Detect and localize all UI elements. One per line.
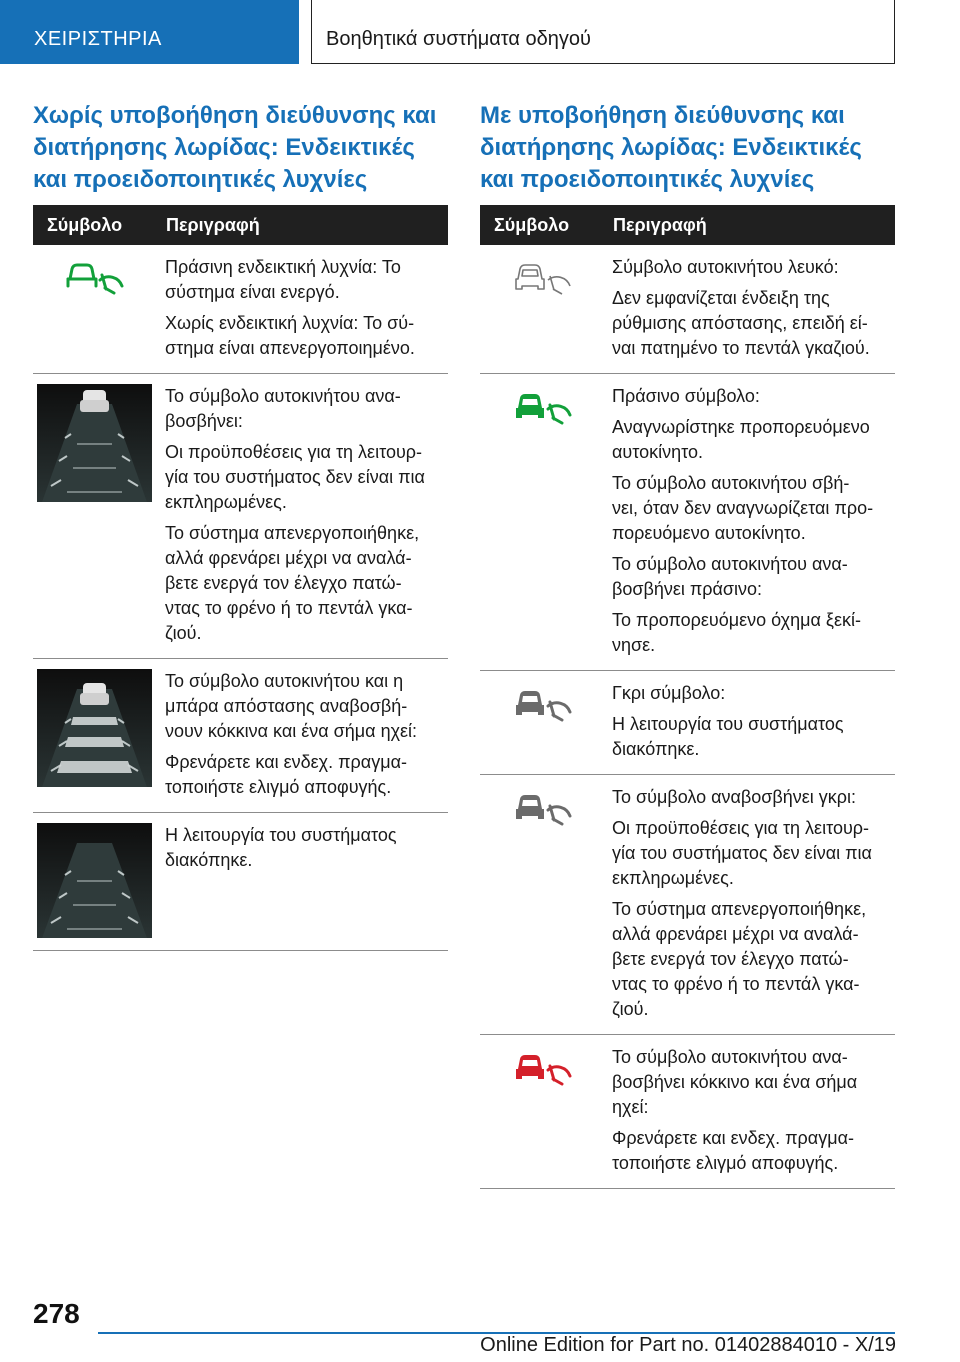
- description-paragraph: Οι προϋποθέσεις για τη λειτουρ- γία του συστήματος δεν είναι πια εκπληρωμένες.: [165, 442, 425, 512]
- car-red-icon: [509, 1047, 575, 1093]
- footer-edition: Online Edition for Part no. 01402884010 - X/19: [480, 1334, 896, 1356]
- table-row: [480, 374, 895, 671]
- right-col-symbol: Σύμβολο: [494, 214, 570, 235]
- road-scene-distance-bars-image: [37, 669, 152, 787]
- description-paragraph: Αναγνωρίστηκε προπορευόμενο αυτοκίνητο.: [612, 417, 870, 462]
- description-paragraph: Φρενάρετε και ενδεχ. πραγμα- τοποιήστε ελιγμό αποφυγής.: [165, 752, 407, 797]
- left-col-description: Περιγραφή: [166, 214, 260, 235]
- right-section-title: Με υποβοήθηση διεύθυνσης και διατήρησης λωρίδας: Ενδεικτικές και προειδοποιητικές λυχνίες: [480, 102, 862, 193]
- description-paragraph: Χωρίς ενδεικτική λυχνία: Το σύ- στημα είναι απενεργοποιημένο.: [165, 313, 415, 358]
- description-paragraph: Σύμβολο αυτοκινήτου λευκό:: [612, 257, 839, 277]
- description-paragraph: Δεν εμφανίζεται ένδειξη της ρύθμισης απόστασης, επειδή εί- ναι πατημένο το πεντάλ γκαζιού.: [612, 288, 870, 358]
- description-paragraph: Το προπορευόμενο όχημα ξεκί- νησε.: [612, 610, 861, 655]
- table-row: [33, 245, 448, 374]
- car-grey-icon: [509, 683, 575, 729]
- right-col-description: Περιγραφή: [613, 214, 707, 235]
- header-section-title: ΧΕΙΡΙΣΤΗΡΙΑ: [34, 28, 162, 50]
- right-column: [480, 100, 895, 1189]
- cruise-control-car-icon: [62, 257, 128, 303]
- description-paragraph: Γκρι σύμβολο:: [612, 683, 726, 703]
- table-row: [480, 245, 895, 374]
- left-column: [33, 100, 448, 951]
- header-chapter-box: [311, 0, 895, 64]
- header-chapter-title: Βοηθητικά συστήματα οδηγού: [326, 28, 591, 50]
- description-paragraph: Πράσινο σύμβολο:: [612, 386, 760, 406]
- description-paragraph: Το σύστημα απενεργοποιήθηκε, αλλά φρενάρει μέχρι να αναλά- βετε ενεργά τον έλεγχο πατώ- ντας το φρένο ή το πεντάλ γκα- ζιού.: [165, 523, 420, 643]
- road-scene-car-image: [37, 384, 152, 502]
- header-section-tab: [0, 0, 299, 64]
- description-paragraph: Το σύμβολο αυτοκινήτου σβή- νει, όταν δεν αναγνωρίζεται προ- πορευόμενο αυτοκίνητο.: [612, 473, 874, 543]
- description-paragraph: Οι προϋποθέσεις για τη λειτουρ- γία του συστήματος δεν είναι πια εκπληρωμένες.: [612, 818, 872, 888]
- description-paragraph: Το σύμβολο αναβοσβήνει γκρι:: [612, 787, 857, 807]
- description-paragraph: Το σύμβολο αυτοκινήτου ανα- βοσβήνει πράσινο:: [612, 554, 848, 599]
- description-paragraph: Φρενάρετε και ενδεχ. πραγμα- τοποιήστε ελιγμό αποφυγής.: [612, 1128, 854, 1173]
- car-outline-icon: [509, 257, 575, 303]
- description-paragraph: Το σύμβολο αυτοκινήτου ανα- βοσβήνει:: [165, 386, 401, 431]
- table-row: [480, 1035, 895, 1189]
- table-row: [480, 671, 895, 775]
- left-col-symbol: Σύμβολο: [47, 214, 123, 235]
- car-grey-flashing-icon: [509, 787, 575, 833]
- road-scene-empty-image: [37, 823, 152, 938]
- car-green-icon: [509, 386, 575, 432]
- table-row: [33, 659, 448, 813]
- table-row: [33, 374, 448, 659]
- table-row: [33, 813, 448, 951]
- right-table-header: [480, 205, 895, 245]
- description-paragraph: Το σύμβολο αυτοκινήτου και η μπάρα απόστασης αναβοσβή- νουν κόκκινα και ένα σήμα ηχεί:: [165, 671, 418, 741]
- left-section-title: Χωρίς υποβοήθηση διεύθυνσης και διατήρησης λωρίδας: Ενδεικτικές και προειδοποιητικές λυχνίες: [33, 102, 437, 193]
- description-paragraph: Η λειτουργία του συστήματος διακόπηκε.: [165, 825, 397, 870]
- description-paragraph: Το σύμβολο αυτοκινήτου ανα- βοσβήνει κόκκινο και ένα σήμα ηχεί:: [612, 1047, 858, 1117]
- page-number: 278: [33, 1298, 80, 1329]
- left-table-header: [33, 205, 448, 245]
- description-paragraph: Το σύστημα απενεργοποιήθηκε, αλλά φρενάρει μέχρι να αναλά- βετε ενεργά τον έλεγχο πατώ- ντας το φρένο ή το πεντάλ γκα- ζιού.: [612, 899, 867, 1019]
- table-row: [480, 775, 895, 1035]
- description-paragraph: Πράσινη ενδεικτική λυχνία: Το σύστημα είναι ενεργό.: [165, 257, 401, 302]
- description-paragraph: Η λειτουργία του συστήματος διακόπηκε.: [612, 714, 844, 759]
